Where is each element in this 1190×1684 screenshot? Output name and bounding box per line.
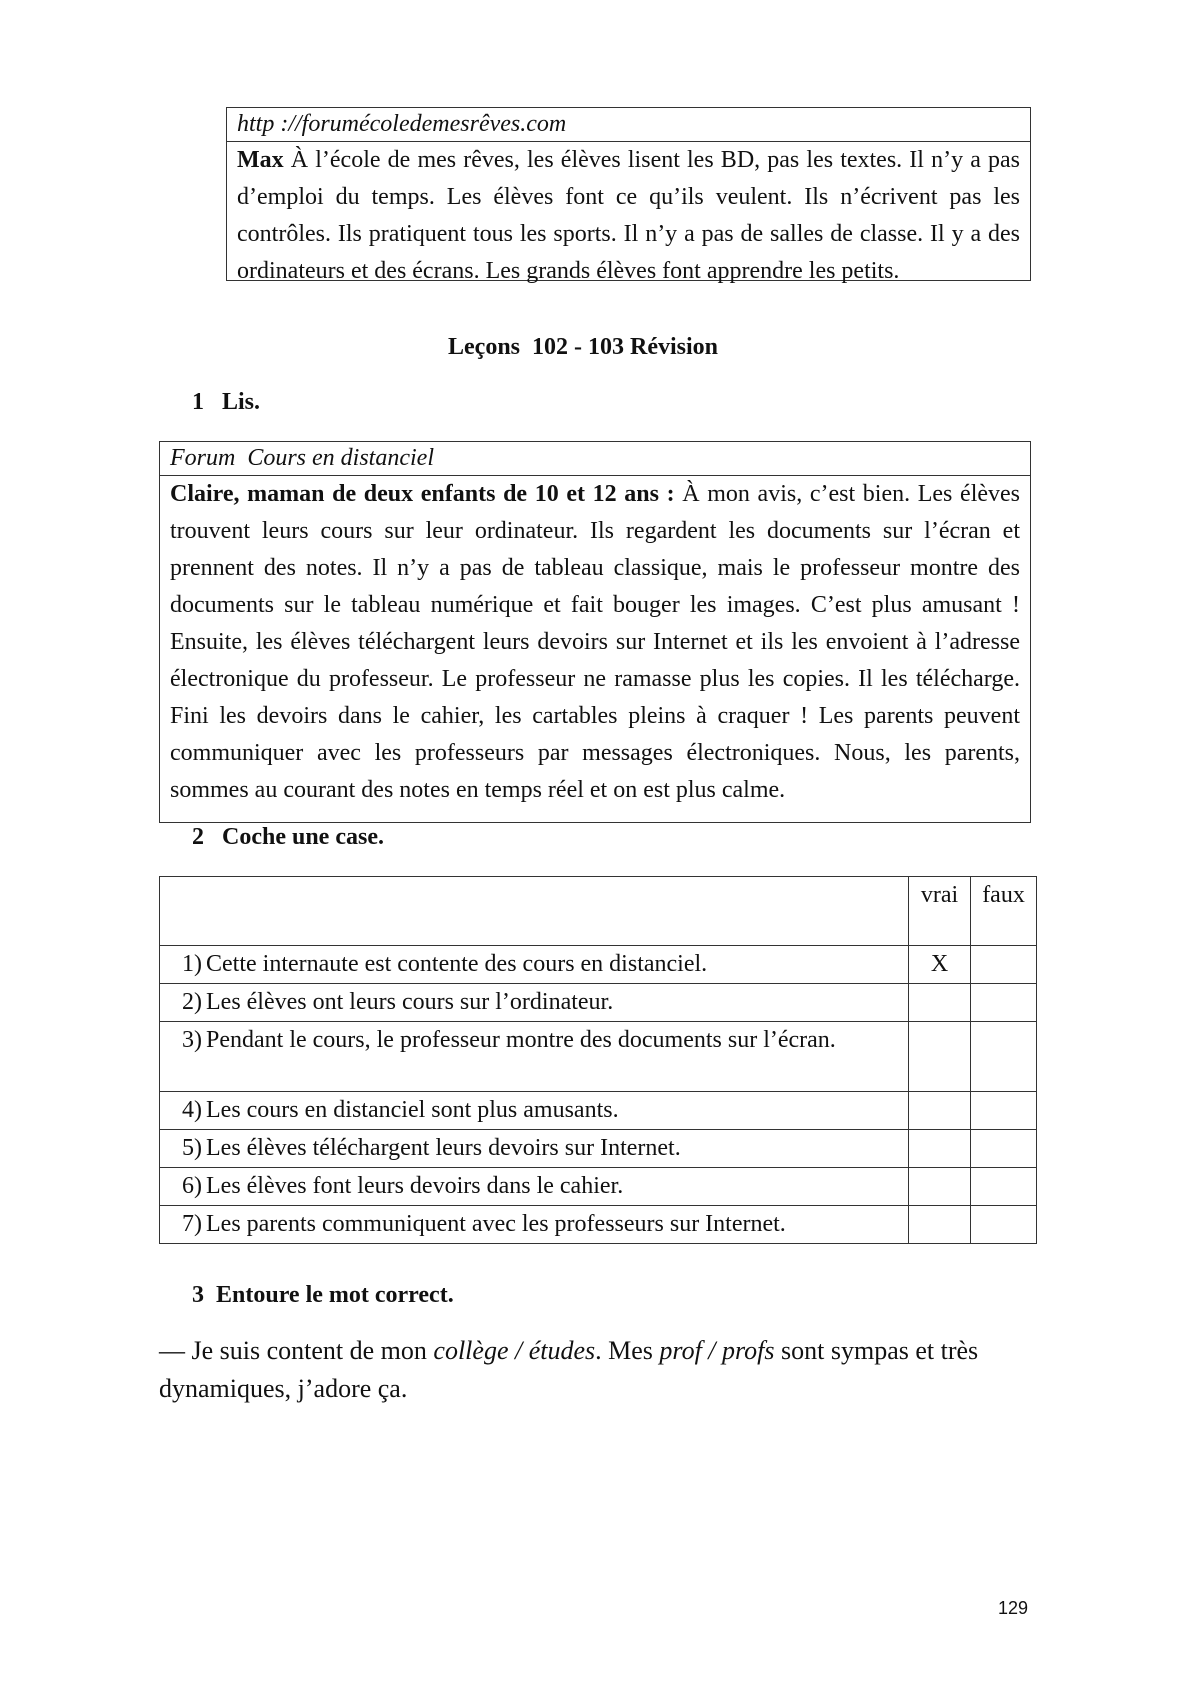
table-row xyxy=(160,1022,1037,1092)
max-forum-text: À l’école de mes rêves, les élèves lisent les BD, pas les textes. Il n’y a pas d’emploi du temps. Les élèves font ce qu’ils veulent. Ils n’écrivent pas les contrôles. Ils pratiquent tous les sports. Il n’y a pas de salles de classe. Il y a des ordinateurs et des écrans. Les grands élèves font apprendre les petits. xyxy=(237,147,1020,284)
exercise1-title: 1 Lis. xyxy=(192,389,261,415)
table-row xyxy=(160,984,1037,1022)
faux-checkbox[interactable] xyxy=(971,1168,1037,1206)
faux-checkbox[interactable] xyxy=(971,1130,1037,1168)
max-forum-post xyxy=(227,142,1030,290)
word-choice-2[interactable]: prof / profs xyxy=(659,1336,775,1365)
exercise3-sentence xyxy=(159,1332,1039,1408)
exercise3-title: 3 Entoure le mot correct. xyxy=(192,1282,454,1308)
page-number: 129 xyxy=(998,1598,1029,1618)
statement-text: Pendant le cours, le professeur montre des documents sur l’écran. xyxy=(206,1027,836,1053)
table-header-row xyxy=(160,877,1037,946)
table-row xyxy=(160,1130,1037,1168)
max-forum-box xyxy=(226,107,1031,284)
max-forum-url: http ://forumécoledemesrêves.com xyxy=(227,108,1030,142)
exercise2-title: 2 Coche une case. xyxy=(192,824,384,850)
header-empty-cell xyxy=(160,877,909,946)
max-forum-author: Max xyxy=(237,147,284,173)
sentence-part3: sont sympas et très dynamiques, j’adore ça. xyxy=(159,1336,979,1403)
vrai-checkbox[interactable] xyxy=(909,1168,971,1206)
table-row xyxy=(160,1206,1037,1244)
claire-forum-post xyxy=(160,476,1030,809)
claire-forum-author: Claire, maman de deux enfants de 10 et 12 ans : xyxy=(170,481,675,507)
faux-checkbox[interactable] xyxy=(971,984,1037,1022)
col-vrai-header: vrai xyxy=(909,877,971,946)
statement-number: 5) xyxy=(182,1135,202,1161)
table-row xyxy=(160,946,1037,984)
statement-number: 4) xyxy=(182,1097,202,1123)
table-row xyxy=(160,1092,1037,1130)
vrai-checkbox[interactable] xyxy=(909,984,971,1022)
statement-text: Les élèves font leurs devoirs dans le cahier. xyxy=(206,1173,624,1199)
sentence-part2: . Mes xyxy=(595,1336,660,1365)
claire-forum-title: Forum Cours en distanciel xyxy=(160,442,1030,476)
true-false-table xyxy=(159,876,1037,1244)
vrai-checkbox[interactable] xyxy=(909,1022,971,1092)
statement-number: 3) xyxy=(182,1027,202,1053)
vrai-checkbox[interactable] xyxy=(909,1206,971,1244)
vrai-checkbox[interactable] xyxy=(909,1092,971,1130)
statement-text: Cette internaute est contente des cours en distanciel. xyxy=(206,951,708,977)
sentence-part1: — Je suis content de mon xyxy=(159,1336,434,1365)
statement-number: 2) xyxy=(182,989,202,1015)
faux-checkbox[interactable] xyxy=(971,946,1037,984)
vrai-checkbox[interactable] xyxy=(909,1130,971,1168)
statement-number: 1) xyxy=(182,951,202,977)
lesson-title: Leçons 102 - 103 Révision xyxy=(448,334,718,360)
statement-text: Les élèves ont leurs cours sur l’ordinateur. xyxy=(206,989,614,1015)
statement-text: Les parents communiquent avec les professeurs sur Internet. xyxy=(206,1211,786,1237)
statement-number: 7) xyxy=(182,1211,202,1237)
vrai-checkbox[interactable]: X xyxy=(909,946,971,984)
statement-text: Les cours en distanciel sont plus amusants. xyxy=(206,1097,619,1123)
faux-checkbox[interactable] xyxy=(971,1206,1037,1244)
claire-forum-box xyxy=(159,441,1031,823)
statement-text: Les élèves téléchargent leurs devoirs sur Internet. xyxy=(206,1135,681,1161)
faux-checkbox[interactable] xyxy=(971,1092,1037,1130)
word-choice-1[interactable]: collège / études xyxy=(433,1336,596,1365)
col-faux-header: faux xyxy=(971,877,1037,946)
claire-forum-text: À mon avis, c’est bien. Les élèves trouvent leurs cours sur leur ordinateur. Ils regardent les documents sur l’écran et prennent des notes. Il n’y a pas de tableau classique, mais le professeur montre des documents sur le tableau numérique et fait bouger les images. C’est plus amusant ! Ensuite, les élèves téléchargent leurs devoirs sur Internet et ils les envoient à l’adresse électronique du professeur. Le professeur ne ramasse plus les copies. Il les télécharge. Fini les devoirs dans le cahier, les cartables pleins à craquer ! Les parents peuvent communiquer avec les professeurs par messages électroniques. Nous, les parents, sommes au courant des notes en temps réel et on est plus calme. xyxy=(170,481,1021,803)
table-row xyxy=(160,1168,1037,1206)
statement-number: 6) xyxy=(182,1173,202,1199)
faux-checkbox[interactable] xyxy=(971,1022,1037,1092)
